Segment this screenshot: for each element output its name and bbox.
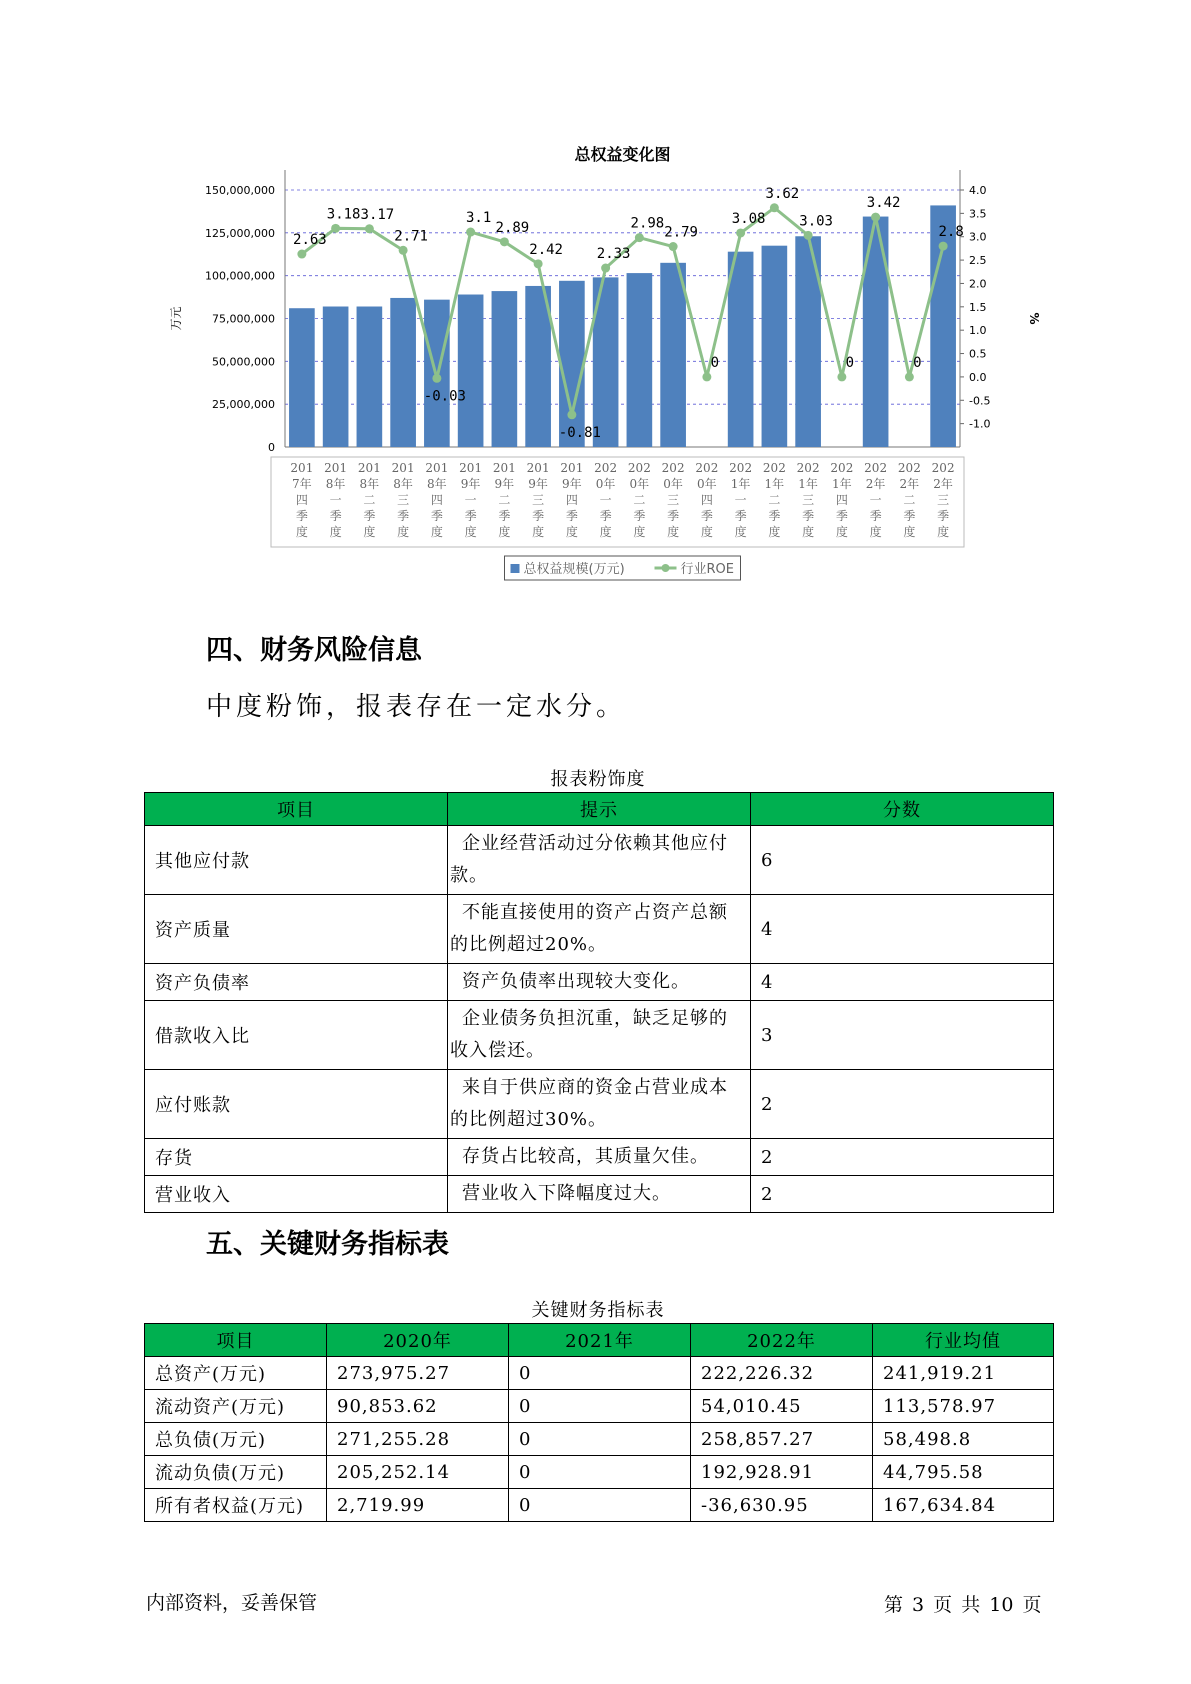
y2-tick-label: 4.0 xyxy=(969,184,987,197)
point-industry-roe xyxy=(837,372,846,381)
indicator-header-industry-avg: 行业均值 xyxy=(873,1324,1054,1357)
roe-data-label: 3.08 xyxy=(731,210,766,227)
indicator-value-industry-avg: 241,919.21 xyxy=(873,1357,1054,1390)
roe-data-label: 2.33 xyxy=(596,246,631,263)
table-row xyxy=(145,1070,1054,1139)
x-tick-label: 202 2年三季度 xyxy=(931,461,955,539)
y2-tick-label: -0.5 xyxy=(969,394,991,408)
indicator-value-industry-avg: 44,795.58 xyxy=(873,1456,1054,1489)
y2-tick-label: 3.5 xyxy=(969,207,987,221)
x-tick-label: 202 1年二季度 xyxy=(762,461,786,539)
roe-data-label: 3.17 xyxy=(360,206,395,223)
risk-item: 资产负债率 xyxy=(145,964,448,1001)
bar-total-equity xyxy=(323,307,349,447)
table-row xyxy=(145,1176,1054,1213)
indicator-value-industry-avg: 58,498.8 xyxy=(873,1423,1054,1456)
indicator-value-2021: 0 xyxy=(509,1456,691,1489)
indicator-value-2020: 271,255.28 xyxy=(327,1423,509,1456)
legend-label-roe: 行业ROE xyxy=(680,562,734,577)
indicator-value-2021: 0 xyxy=(509,1357,691,1390)
roe-data-label: 3.62 xyxy=(765,185,800,202)
indicator-item: 总负债(万元) xyxy=(145,1423,327,1456)
point-industry-roe xyxy=(567,410,576,419)
risk-summary-text: 中度粉饰，报表存在一定水分。 xyxy=(206,692,627,722)
equity-chart xyxy=(150,130,1050,600)
point-industry-roe xyxy=(804,231,813,240)
x-tick-label: 202 2年一季度 xyxy=(864,461,888,539)
x-tick-label: 201 9年二季度 xyxy=(492,461,516,539)
y-axis-title: 万元 xyxy=(169,306,183,331)
indicator-header-2021: 2021年 xyxy=(509,1324,691,1357)
table-row xyxy=(145,964,1054,1001)
roe-data-label: 2.42 xyxy=(529,241,563,258)
table-row xyxy=(145,1357,1054,1390)
roe-data-label: 2.89 xyxy=(495,219,530,236)
roe-data-label: 0 xyxy=(913,354,922,371)
bar-total-equity xyxy=(660,263,686,447)
bar-total-equity xyxy=(390,298,416,447)
risk-header-score: 分数 xyxy=(751,793,1054,826)
y2-tick-label: 3.0 xyxy=(969,230,987,244)
point-industry-roe xyxy=(601,264,610,273)
y-tick-label: 0 xyxy=(268,441,275,454)
footer-confidential-note: 内部资料，妥善保管 xyxy=(146,1592,318,1614)
point-industry-roe xyxy=(905,372,914,381)
indicator-item: 所有者权益(万元) xyxy=(145,1489,327,1522)
legend-swatch-roe-dot xyxy=(662,564,670,572)
x-tick-label: 202 0年一季度 xyxy=(594,461,618,539)
legend-label-equity: 总权益规模(万元) xyxy=(523,562,625,577)
risk-hint: 营业收入下降幅度过大。 xyxy=(448,1176,751,1213)
point-industry-roe xyxy=(871,213,880,222)
risk-score: 2 xyxy=(751,1139,1054,1176)
roe-data-label: -0.81 xyxy=(558,424,601,441)
bar-total-equity xyxy=(863,217,889,447)
risk-item: 其他应付款 xyxy=(145,826,448,895)
y2-tick-label: -1.0 xyxy=(969,417,991,431)
x-tick-label: 202 0年三季度 xyxy=(661,461,685,539)
risk-table xyxy=(144,792,1054,1213)
legend-swatch-equity xyxy=(511,564,520,573)
bar-total-equity xyxy=(492,291,518,447)
x-tick-label: 201 9年四季度 xyxy=(560,461,584,539)
risk-score: 2 xyxy=(751,1176,1054,1213)
x-tick-label: 201 9年一季度 xyxy=(459,461,483,539)
indicator-value-2021: 0 xyxy=(509,1489,691,1522)
risk-hint: 企业经营活动过分依赖其他应付款。 xyxy=(448,826,751,895)
risk-hint: 企业债务负担沉重，缺乏足够的收入偿还。 xyxy=(448,1001,751,1070)
y-tick-label: 100,000,000 xyxy=(205,269,275,283)
indicator-value-industry-avg: 113,578.97 xyxy=(873,1390,1054,1423)
roe-data-label: 2.8 xyxy=(938,224,964,241)
roe-data-label: 0 xyxy=(845,354,855,371)
y2-tick-label: 2.0 xyxy=(969,277,987,291)
indicator-item: 流动资产(万元) xyxy=(145,1390,327,1423)
roe-data-label: -0.03 xyxy=(423,388,466,405)
risk-hint: 资产负债率出现较大变化。 xyxy=(448,964,751,1001)
indicator-header-2020: 2020年 xyxy=(327,1324,509,1357)
bar-total-equity xyxy=(357,307,383,447)
risk-item: 借款收入比 xyxy=(145,1001,448,1070)
y2-tick-label: 0.0 xyxy=(969,370,987,384)
risk-item: 营业收入 xyxy=(145,1176,448,1213)
table-row xyxy=(145,1390,1054,1423)
table-row xyxy=(145,1139,1054,1176)
bar-total-equity xyxy=(289,308,315,447)
y2-tick-label: 1.0 xyxy=(969,324,987,338)
y-tick-label: 50,000,000 xyxy=(212,355,275,369)
risk-score: 4 xyxy=(751,895,1054,964)
risk-score: 4 xyxy=(751,964,1054,1001)
y-tick-label: 75,000,000 xyxy=(212,312,275,326)
indicator-header-2022: 2022年 xyxy=(691,1324,873,1357)
point-industry-roe xyxy=(669,242,678,251)
indicator-value-2020: 90,853.62 xyxy=(327,1390,509,1423)
y2-axis-title: % xyxy=(1027,312,1041,325)
bar-total-equity xyxy=(458,295,484,447)
roe-data-label: 3.1 xyxy=(465,210,492,227)
x-tick-label: 202 1年三季度 xyxy=(796,461,820,539)
risk-table-header-row xyxy=(145,793,1054,826)
risk-hint: 来自于供应商的资金占营业成本的比例超过30%。 xyxy=(448,1070,751,1139)
risk-score: 6 xyxy=(751,826,1054,895)
indicator-table-header-row xyxy=(145,1324,1054,1357)
y2-tick-label: 2.5 xyxy=(969,254,987,268)
y-tick-label: 25,000,000 xyxy=(212,398,275,412)
indicator-value-2022: -36,630.95 xyxy=(691,1489,873,1522)
point-industry-roe xyxy=(534,259,543,268)
y2-tick-label: 0.5 xyxy=(969,347,987,361)
risk-hint: 不能直接使用的资产占资产总额的比例超过20%。 xyxy=(448,895,751,964)
y-tick-label: 125,000,000 xyxy=(205,226,275,240)
x-tick-label: 201 8年二季度 xyxy=(357,461,381,539)
point-industry-roe xyxy=(365,224,374,233)
point-industry-roe xyxy=(399,246,408,255)
x-tick-label: 202 0年四季度 xyxy=(695,461,719,539)
point-industry-roe xyxy=(466,228,475,237)
x-tick-label: 201 9年三季度 xyxy=(526,461,550,539)
indicator-value-2022: 54,010.45 xyxy=(691,1390,873,1423)
risk-item: 资产质量 xyxy=(145,895,448,964)
indicator-table-caption: 关键财务指标表 xyxy=(531,1300,665,1321)
chart-title: 总权益变化图 xyxy=(574,145,671,164)
roe-data-label: 3.42 xyxy=(866,195,901,212)
indicator-value-2021: 0 xyxy=(509,1423,691,1456)
x-tick-label: 202 0年二季度 xyxy=(627,461,651,539)
point-industry-roe xyxy=(939,242,948,251)
point-industry-roe xyxy=(331,224,340,233)
bar-total-equity xyxy=(559,281,585,447)
bar-total-equity xyxy=(762,246,788,447)
indicator-value-2020: 273,975.27 xyxy=(327,1357,509,1390)
point-industry-roe xyxy=(635,233,644,242)
indicator-value-2021: 0 xyxy=(509,1390,691,1423)
risk-table-caption: 报表粉饰度 xyxy=(550,769,646,790)
x-tick-label: 202 1年一季度 xyxy=(729,461,753,539)
roe-data-label: 2.98 xyxy=(630,215,665,232)
point-industry-roe xyxy=(500,237,509,246)
point-industry-roe xyxy=(432,374,441,383)
indicator-value-2022: 222,226.32 xyxy=(691,1357,873,1390)
x-tick-label: 201 8年一季度 xyxy=(324,461,348,539)
risk-score: 2 xyxy=(751,1070,1054,1139)
table-row xyxy=(145,1001,1054,1070)
risk-score: 3 xyxy=(751,1001,1054,1070)
table-row xyxy=(145,1423,1054,1456)
x-tick-label: 202 1年四季度 xyxy=(830,461,854,539)
indicator-item: 流动负债(万元) xyxy=(145,1456,327,1489)
indicator-value-industry-avg: 167,634.84 xyxy=(873,1489,1054,1522)
table-row xyxy=(145,826,1054,895)
risk-section-heading: 四、财务风险信息 xyxy=(206,635,422,666)
roe-data-label: 0 xyxy=(710,354,720,371)
table-row xyxy=(145,895,1054,964)
risk-item: 存货 xyxy=(145,1139,448,1176)
bar-total-equity xyxy=(627,273,653,447)
y-tick-label: 150,000,000 xyxy=(205,184,275,197)
roe-data-label: 2.79 xyxy=(664,224,698,241)
indicator-value-2022: 192,928.91 xyxy=(691,1456,873,1489)
indicator-value-2020: 205,252.14 xyxy=(327,1456,509,1489)
risk-header-hint: 提示 xyxy=(448,793,751,826)
table-row xyxy=(145,1456,1054,1489)
point-industry-roe xyxy=(702,372,711,381)
roe-data-label: 2.63 xyxy=(293,232,327,249)
point-industry-roe xyxy=(736,228,745,237)
indicator-header-item: 项目 xyxy=(145,1324,327,1357)
x-tick-label: 201 8年四季度 xyxy=(425,461,449,539)
x-tick-label: 202 2年二季度 xyxy=(897,461,921,539)
risk-item: 应付账款 xyxy=(145,1070,448,1139)
indicator-table xyxy=(144,1323,1054,1522)
roe-data-label: 3.18 xyxy=(326,206,361,223)
x-tick-label: 201 8年三季度 xyxy=(391,461,415,539)
footer-page-number: 第 3 页 共 10 页 xyxy=(884,1594,1042,1616)
indicator-value-2020: 2,719.99 xyxy=(327,1489,509,1522)
point-industry-roe xyxy=(297,250,306,259)
risk-hint: 存货占比较高，其质量欠佳。 xyxy=(448,1139,751,1176)
x-tick-label: 201 7年四季度 xyxy=(290,461,314,539)
table-row xyxy=(145,1489,1054,1522)
risk-header-item: 项目 xyxy=(145,793,448,826)
roe-data-label: 3.03 xyxy=(799,213,833,230)
roe-data-label: 2.71 xyxy=(394,228,428,245)
point-industry-roe xyxy=(770,203,779,212)
indicator-item: 总资产(万元) xyxy=(145,1357,327,1390)
indicator-value-2022: 258,857.27 xyxy=(691,1423,873,1456)
bar-total-equity xyxy=(728,252,754,447)
y2-tick-label: 1.5 xyxy=(969,300,987,314)
indicator-section-heading: 五、关键财务指标表 xyxy=(206,1229,449,1260)
